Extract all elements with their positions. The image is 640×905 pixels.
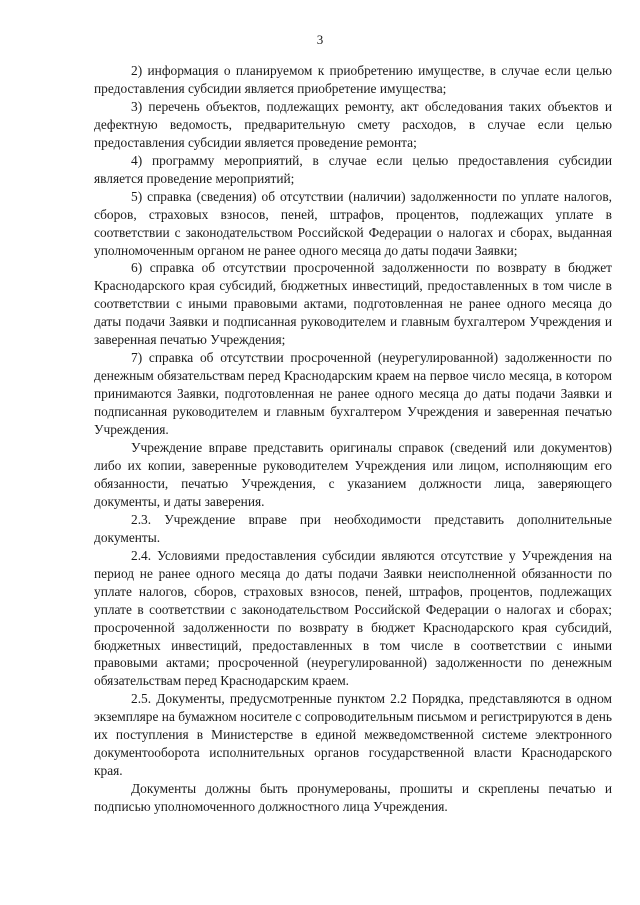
paragraph-item-6: 6) справка об отсутствии просроченной задолженности по возврату в бюджет Краснодарского края субсидий, бюджетных инвестиций, предоставленных в том числе в соответствии с иными правовыми актами, подготовленная не ранее одного месяца до даты подачи Заявки и подписанная руководителем и главным бухгалтером Учреждения и заверенная печатью Учреждения; (94, 260, 612, 348)
paragraph-originals-note: Учреждение вправе представить оригиналы справок (сведений или документов) либо их копии, заверенные руководителем Учреждения или лицом, исполняющим его обязанности, печатью Учреждения, с указанием должности лица, заверяющего документы, и даты заверения. (94, 440, 612, 509)
paragraph-clause-2-4: 2.4. Условиями предоставления субсидии являются отсутствие у Учреждения на период не ранее одного месяца до даты подачи Заявки неисполненной обязанности по уплате налогов, сборов, страховых взносов, пеней, штрафов, процентов, подлежащих уплате в соответствии с законодательством Российской Федерации о налогах и сборах; просроченной задолженности по возврату в бюджет Краснодарского края субсидий, бюджетных инвестиций, предоставленных в том числе в соответствии с иными правовыми актами; просроченной (неурегулированной) задолженности по денежным обязательствам перед Краснодарским краем. (94, 547, 612, 689)
paragraph-clause-2-5: 2.5. Документы, предусмотренные пунктом 2.2 Порядка, представляются в одном экземпляре на бумажном носителе с сопроводительным письмом и регистрируются в день их поступления в Министерстве в единой межведомственной системе электронного документооборота исполнительных органов государственной власти Краснодарского края. (94, 691, 612, 779)
document-body (94, 62, 612, 816)
paragraph-clause-2-3: 2.3. Учреждение вправе при необходимости представить дополнительные документы. (94, 511, 612, 545)
page-number: 3 (316, 32, 324, 47)
paragraph-item-3: 3) перечень объектов, подлежащих ремонту, акт обследования таких объектов и дефектную ведомость, предварительную смету расходов, в случае если целью предоставления субсидии является проведение ремонта; (94, 98, 612, 150)
paragraph-item-5: 5) справка (сведения) об отсутствии (наличии) задолженности по уплате налогов, сборов, страховых взносов, пеней, штрафов, процентов, подлежащих уплате в соответствии с законодательством Российской Федерации о налогах и сборах, выданная уполномоченным органом не ранее одного месяца до даты подачи Заявки; (94, 188, 612, 258)
paragraph-item-4: 4) программу мероприятий, в случае если целью предоставления субсидии является проведение мероприятий; (94, 152, 612, 186)
paragraph-documents-binding: Документы должны быть пронумерованы, прошиты и скреплены печатью и подписью уполномоченного должностного лица Учреждения. (94, 781, 612, 815)
paragraph-item-7: 7) справка об отсутствии просроченной (неурегулированной) задолженности по денежным обязательствам перед Краснодарским краем на первое число месяца, в котором принимаются Заявки, подготовленная не ранее одного месяца до даты подачи Заявки и подписанная руководителем и главным бухгалтером Учреждения и заверенная печатью Учреждения. (94, 350, 612, 438)
paragraph-item-2: 2) информация о планируемом к приобретению имуществе, в случае если целью предоставления субсидии является приобретение имущества; (94, 63, 612, 96)
